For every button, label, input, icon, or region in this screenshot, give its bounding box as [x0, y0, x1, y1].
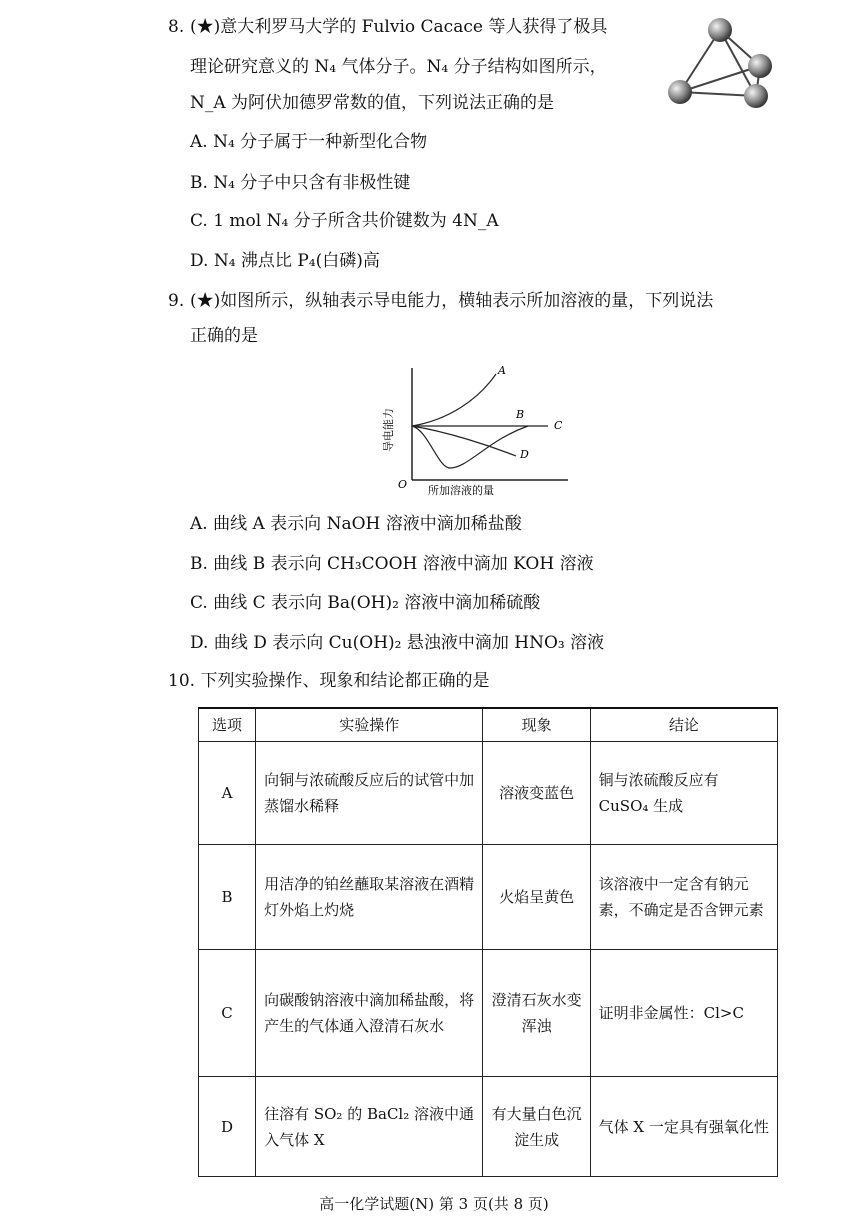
conductivity-chart	[378, 360, 578, 500]
q8-number: 8.	[168, 17, 185, 37]
row-phenomenon: 澄清石灰水变浑浊	[483, 950, 590, 1077]
atom-right-front	[744, 84, 768, 108]
row-option: B	[199, 845, 256, 950]
row-phenomenon: 溶液变蓝色	[483, 742, 590, 845]
row-phenomenon: 火焰呈黄色	[483, 845, 590, 950]
atom-top	[708, 18, 732, 42]
q9-option-c: C. 曲线 C 表示向 Ba(OH)₂ 溶液中滴加稀硫酸	[190, 593, 541, 613]
row-conclusion: 气体 X 一定具有强氧化性	[590, 1077, 777, 1177]
atom-left	[668, 80, 692, 104]
table-row	[199, 742, 778, 845]
y-axis-label: 导电能力	[382, 408, 395, 452]
q8-option-b: B. N₄ 分子中只含有非极性键	[190, 173, 411, 193]
header-option: 选项	[199, 708, 256, 742]
header-conclusion: 结论	[590, 708, 777, 742]
q9-number: 9.	[168, 291, 185, 311]
row-conclusion: 该溶液中一定含有钠元素，不确定是否含钾元素	[590, 845, 777, 950]
curve-label-b: B	[516, 408, 525, 421]
q8-option-d: D. N₄ 沸点比 P₄(白磷)高	[190, 251, 380, 271]
q8-option-c: C. 1 mol N₄ 分子所含共价键数为 4N_A	[190, 211, 499, 231]
row-conclusion: 证明非金属性：Cl>C	[590, 950, 777, 1077]
x-axis-label: 所加溶液的量	[428, 484, 494, 497]
row-operation: 用洁净的铂丝蘸取某溶液在酒精灯外焰上灼烧	[256, 845, 483, 950]
header-operation: 实验操作	[256, 708, 483, 742]
q8-stem-line3: N_A 为阿伏加德罗常数的值，下列说法正确的是	[190, 93, 555, 113]
row-option: A	[199, 742, 256, 845]
origin-label: O	[398, 478, 408, 491]
experiment-table	[198, 707, 778, 1177]
curve-c	[412, 426, 528, 468]
table-header-row	[199, 708, 778, 742]
q9-option-b: B. 曲线 B 表示向 CH₃COOH 溶液中滴加 KOH 溶液	[190, 554, 594, 574]
curve-a	[412, 374, 496, 426]
row-conclusion: 铜与浓硫酸反应有 CuSO₄ 生成	[590, 742, 777, 845]
atom-right-back	[748, 54, 772, 78]
q9-stem-line2: 正确的是	[190, 326, 258, 346]
page-footer: 高一化学试题(N) 第 3 页(共 8 页)	[319, 1195, 549, 1213]
q8-stem-line1: (★)意大利罗马大学的 Fulvio Cacace 等人获得了极具	[190, 17, 608, 37]
row-operation: 向碳酸钠溶液中滴加稀盐酸，将产生的气体通入澄清石灰水	[256, 950, 483, 1077]
q9-option-a: A. 曲线 A 表示向 NaOH 溶液中滴加稀盐酸	[190, 514, 522, 534]
q9-stem-line1: (★)如图所示，纵轴表示导电能力，横轴表示所加溶液的量，下列说法	[190, 291, 714, 311]
q8-stem-line2: 理论研究意义的 N₄ 气体分子。N₄ 分子结构如图所示，	[190, 57, 607, 77]
row-operation: 往溶有 SO₂ 的 BaCl₂ 溶液中通入气体 X	[256, 1077, 483, 1177]
row-operation: 向铜与浓硫酸反应后的试管中加蒸馏水稀释	[256, 742, 483, 845]
row-option: D	[199, 1077, 256, 1177]
q10-title: 10. 下列实验操作、现象和结论都正确的是	[168, 671, 490, 691]
table-row	[199, 1077, 778, 1177]
curve-label-c: C	[554, 419, 563, 432]
q9-option-d: D. 曲线 D 表示向 Cu(OH)₂ 悬浊液中滴加 HNO₃ 溶液	[190, 633, 605, 653]
row-phenomenon: 有大量白色沉淀生成	[483, 1077, 590, 1177]
row-option: C	[199, 950, 256, 1077]
curve-label-a: A	[498, 364, 506, 377]
table-row	[199, 950, 778, 1077]
n4-molecule-diagram	[660, 14, 780, 114]
q8-option-a: A. N₄ 分子属于一种新型化合物	[190, 132, 428, 152]
header-phenomenon: 现象	[483, 708, 590, 742]
table-row	[199, 845, 778, 950]
curve-label-d: D	[520, 448, 529, 461]
